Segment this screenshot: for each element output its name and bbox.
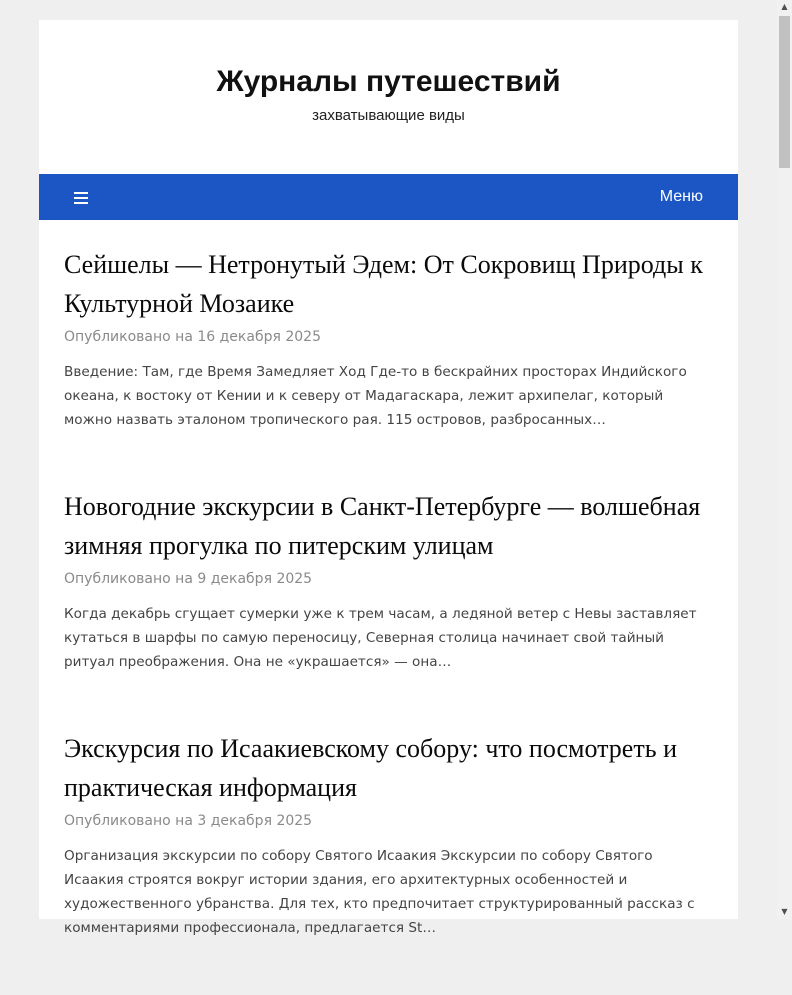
post-excerpt: Введение: Там, где Время Замедляет Ход Где-то в бескрайних просторах Индийского океана, к востоку от Кении и к северу от Мадагаскара, лежит архипелаг, который можно назвать эталоном тропического рая. 115 островов, разбросанных… [64,364,687,428]
site-tagline: захватывающие виды [312,107,465,124]
post-title[interactable]: Сейшелы — Нетронутый Эдем: От Сокровищ Природы к Культурной Мозаике [64,250,703,318]
post-item [64,245,714,432]
site-title[interactable]: Журналы путешествий [216,65,561,98]
scroll-up-arrow-icon[interactable]: ▲ [781,2,788,11]
scroll-down-arrow-icon[interactable]: ▼ [781,907,788,916]
post-meta [64,326,714,348]
nav-bar [39,174,738,220]
post-title[interactable]: Новогодние экскурсии в Санкт-Петербурге — волшебная зимняя прогулка по питерским улицам [64,492,701,560]
post-meta [64,568,714,590]
vertical-scrollbar[interactable] [777,0,792,919]
post-date[interactable]: 9 декабря 2025 [197,571,313,587]
post-excerpt: Организация экскурсии по собору Святого Исаакия Экскурсии по собору Святого Исаакия строятся вокруг истории здания, его архитектурных особенностей и художественного убранства. Для тех, кто предпочитает структурированный рассказ с комментариями профессионала, предлагается St… [64,848,695,936]
post-date[interactable]: 3 декабря 2025 [197,813,313,829]
post-meta-prefix: Опубликовано на [64,571,193,587]
post-meta-prefix: Опубликовано на [64,813,193,829]
post-excerpt: Когда декабрь сгущает сумерки уже к трем часам, а ледяной ветер с Невы заставляет кутаться в шарфы по самую переносицу, Северная столица начинает свой тайный ритуал преображения. Она не «украшается» — она… [64,606,697,670]
post-item [64,487,714,674]
post-item [64,729,714,940]
post-meta-prefix: Опубликовано на [64,329,193,345]
site-header [39,20,738,174]
post-date[interactable]: 16 декабря 2025 [197,329,321,345]
post-meta [64,810,714,832]
post-title[interactable]: Экскурсия по Исаакиевскому собору: что посмотреть и практическая информация [64,734,677,802]
scrollbar-thumb[interactable] [779,16,790,168]
menu-button[interactable]: Меню [659,188,703,205]
post-list [64,245,714,995]
hamburger-icon[interactable] [74,192,88,204]
page-container [39,20,738,936]
